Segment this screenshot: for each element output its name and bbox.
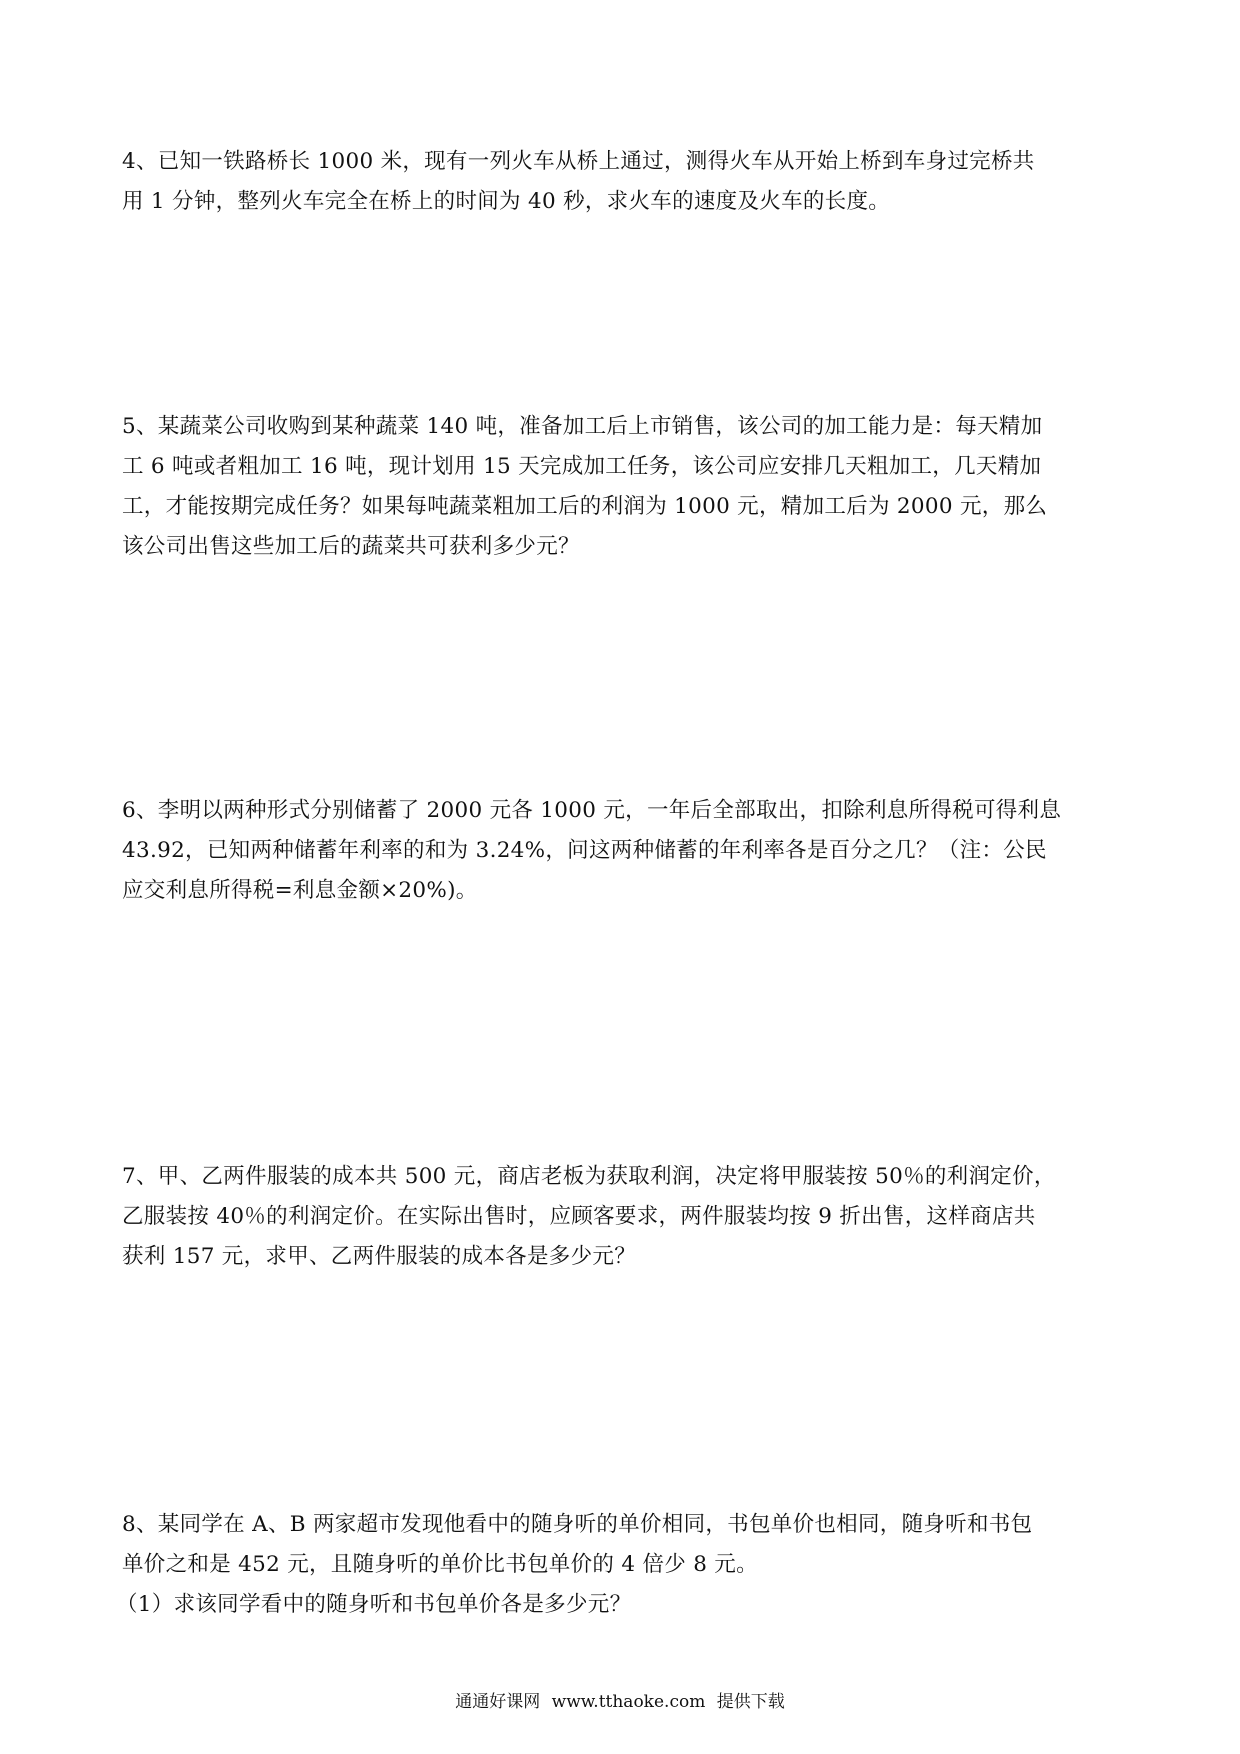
problem-8-subquestion-1: （1）求该同学看中的随身听和书包单价各是多少元？: [116, 1592, 632, 1617]
problem-7-line-1: 7、甲、乙两件服装的成本共 500 元，商店老板为获取利润，决定将甲服装按 50％的利润定价，: [122, 1164, 1056, 1189]
problem-5-line-2: 工 6 吨或者粗加工 16 吨，现计划用 15 天完成加工任务，该公司应安排几天粗加工，几天精加: [122, 454, 1042, 479]
problem-7-line-2: 乙服装按 40％的利润定价。在实际出售时，应顾客要求，两件服装均按 9 折出售，这样商店共: [122, 1204, 1036, 1229]
problem-8: [116, 1505, 1142, 1625]
page-footer: [0, 1690, 1240, 1714]
problem-6-line-1: 6、李明以两种形式分别储蓄了 2000 元各 1000 元，一年后全部取出，扣除利息所得税可得利息: [122, 798, 1062, 823]
footer-url[interactable]: www.tthaoke.com: [551, 1692, 706, 1712]
problem-4-line-2: 用 1 分钟，整列火车完全在桥上的时间为 40 秒，求火车的速度及火车的长度。: [122, 189, 891, 214]
problem-5-line-1: 5、某蔬菜公司收购到某种蔬菜 140 吨，准备加工后上市销售，该公司的加工能力是：每天精加: [122, 414, 1043, 439]
problem-6: [122, 791, 1142, 911]
footer-site-name: 通通好课网: [455, 1692, 541, 1712]
problem-6-line-2: 43.92，已知两种储蓄年利率的和为 3.24%，问这两种储蓄的年利率各是百分之几？（注：公民: [122, 838, 1047, 863]
problem-4-line-1: 4、已知一铁路桥长 1000 米，现有一列火车从桥上通过，测得火车从开始上桥到车身过完桥共: [122, 149, 1035, 174]
footer-action: 提供下载: [716, 1692, 785, 1712]
problem-5-line-4: 该公司出售这些加工后的蔬菜共可获利多少元？: [122, 534, 580, 559]
problem-8-line-1: 8、某同学在 A、B 两家超市发现他看中的随身听的单价相同，书包单价也相同，随身听和书包: [122, 1512, 1033, 1537]
problem-5-line-3: 工，才能按期完成任务？如果每吨蔬菜粗加工后的利润为 1000 元，精加工后为 2000 元，那么: [122, 494, 1048, 519]
problem-4: [122, 142, 1142, 222]
problem-6-line-3: 应交利息所得税=利息金额×20%)。: [122, 878, 478, 903]
problem-8-line-2: 单价之和是 452 元，且随身听的单价比书包单价的 4 倍少 8 元。: [122, 1552, 758, 1577]
problem-5: [122, 407, 1142, 567]
problem-7: [122, 1157, 1142, 1277]
problem-7-line-3: 获利 157 元，求甲、乙两件服装的成本各是多少元？: [122, 1244, 637, 1269]
